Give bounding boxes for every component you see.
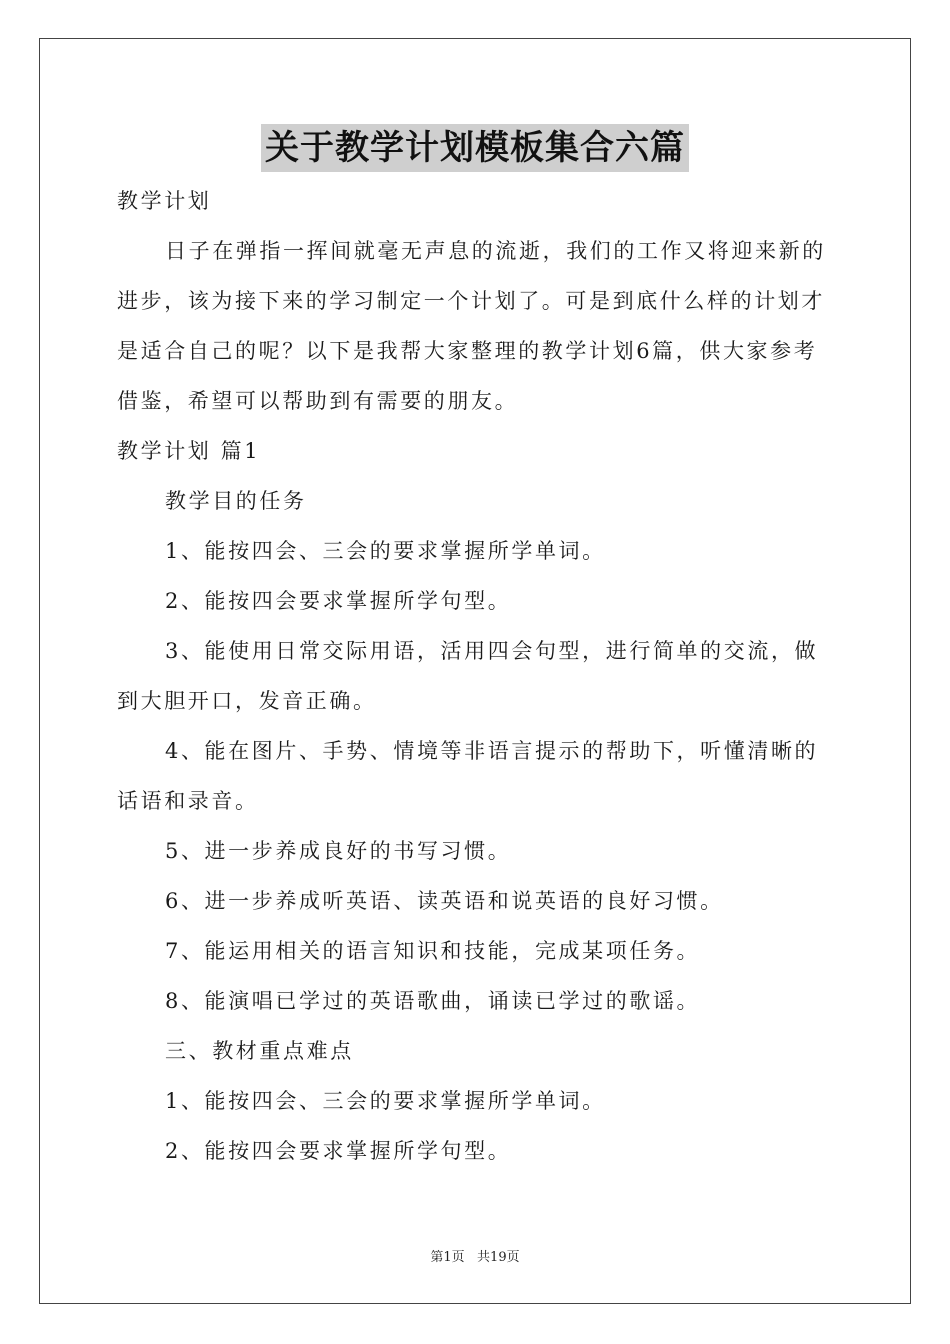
title-container [0,124,950,172]
document-body [117,176,837,1176]
section-heading: 三、教材重点难点 [165,1039,354,1063]
list-item: 7、能运用相关的语言知识和技能，完成某项任务。 [165,939,701,963]
list-item: 1、能按四会、三会的要求掌握所学单词。 [165,539,606,563]
section-heading: 教学计划 篇1 [117,439,261,463]
paragraph: 日子在弹指一挥间就毫无声息的流逝，我们的工作又将迎来新的进步，该为接下来的学习制定一个计划了。可是到底什么样的计划才是适合自己的呢？以下是我帮大家整理的教学计划6篇，供大家参考借鉴，希望可以帮助到有需要的朋友。 [117,239,826,413]
list-item: 2、能按四会要求掌握所学句型。 [165,589,512,613]
document-title: 关于教学计划模板集合六篇 [261,124,689,172]
list-item: 2、能按四会要求掌握所学句型。 [165,1139,512,1163]
page-number: 第1页 共19页 [430,1250,520,1265]
list-item: 6、进一步养成听英语、读英语和说英语的良好习惯。 [165,889,724,913]
list-item: 8、能演唱已学过的英语歌曲，诵读已学过的歌谣。 [165,989,701,1013]
paragraph: 教学计划 [117,189,212,213]
list-item: 5、进一步养成良好的书写习惯。 [165,839,512,863]
paragraph: 教学目的任务 [165,489,307,513]
list-item: 4、能在图片、手势、情境等非语言提示的帮助下，听懂清晰的话语和录音。 [117,739,819,813]
list-item: 3、能使用日常交际用语，活用四会句型，进行简单的交流，做到大胆开口，发音正确。 [117,639,819,713]
page-footer [0,1246,950,1265]
list-item: 1、能按四会、三会的要求掌握所学单词。 [165,1089,606,1113]
